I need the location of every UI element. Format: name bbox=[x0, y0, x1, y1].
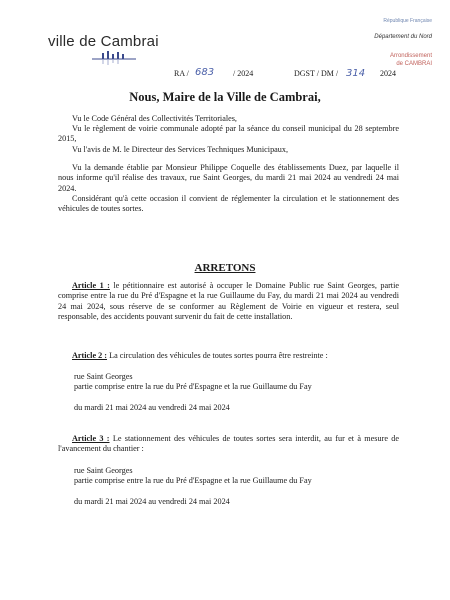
dgst-prefix: DGST / DM / bbox=[294, 69, 339, 78]
article-3-label: Article 3 : bbox=[72, 434, 110, 443]
visa-2: Vu le règlement de voirie communale adopté par la séance du conseil municipal du 28 septembre 2015, bbox=[58, 124, 399, 144]
article-2-portion: partie comprise entre la rue du Pré d'Espagne et la rue Guillaume du Fay bbox=[74, 382, 312, 391]
article-3-dates: du mardi 21 mai 2024 au vendredi 24 mai 2024 bbox=[74, 497, 230, 506]
article-3 bbox=[58, 434, 399, 455]
article-1-label: Article 1 : bbox=[72, 281, 110, 290]
article-2-label: Article 2 : bbox=[72, 351, 108, 360]
demande-paragraph: Vu la demande établie par Monsieur Philippe Coquelle des établissements Duez, par laquelle il nous informe qu'il réalise des travaux, rue Saint Georges, du mardi 21 mai 2024 au vendredi 24 mai 2024. bbox=[58, 163, 399, 193]
article-1 bbox=[58, 281, 399, 323]
republique-label: République Française bbox=[383, 18, 432, 24]
article-1-text: le pétitionnaire est autorisé à occuper le Domaine Public rue Saint Georges, partie comprise entre la rue du Pré d'Espagne et la rue Guillaume du Fay, du mardi 21 mai 2024 au vendredi 24 mai 2024, sous réserve de se conformer au Règlement de Voirie en vigueur et restera, seul responsable, des accidents pouvant survenir du fait de cette installation. bbox=[58, 281, 399, 322]
article-2-street: rue Saint Georges bbox=[74, 372, 133, 381]
dgst-year: 2024 bbox=[380, 69, 396, 78]
dgst-number: 314 bbox=[346, 68, 366, 79]
city-logo-text: ville de Cambrai bbox=[48, 33, 159, 50]
article-3-street: rue Saint Georges bbox=[74, 466, 133, 475]
page-title: Nous, Maire de la Ville de Cambrai, bbox=[129, 90, 321, 104]
arretons-heading: ARRETONS bbox=[194, 262, 256, 274]
arrondissement-line-2: de CAMBRAI bbox=[396, 61, 432, 67]
article-2-text: La circulation des véhicules de toutes sortes pourra être restreinte : bbox=[107, 351, 328, 360]
ra-prefix: RA / bbox=[174, 69, 189, 78]
considerant-paragraph: Considérant qu'à cette occasion il convient de réglementer la circulation et le stationnement des véhicules de toutes sortes. bbox=[58, 194, 399, 214]
article-3-portion: partie comprise entre la rue du Pré d'Espagne et la rue Guillaume du Fay bbox=[74, 476, 312, 485]
ra-number: 683 bbox=[195, 67, 215, 78]
article-3-text: Le stationnement des véhicules de toutes sortes sera interdit, au fur et à mesure de l'avancement du chantier : bbox=[58, 434, 399, 454]
city-skyline-logo-icon bbox=[92, 51, 136, 65]
article-2 bbox=[58, 351, 399, 361]
ra-year: / 2024 bbox=[233, 69, 254, 78]
arrondissement-label bbox=[390, 52, 432, 68]
visa-3: Vu l'avis de M. le Directeur des Services Techniques Municipaux, bbox=[72, 145, 289, 154]
article-2-dates: du mardi 21 mai 2024 au vendredi 24 mai 2024 bbox=[74, 403, 230, 412]
arrondissement-line-1: Arrondissement bbox=[389, 53, 432, 59]
departement-label: Département du Nord bbox=[374, 34, 432, 40]
visa-1: Vu le Code Général des Collectivités Territoriales, bbox=[72, 114, 237, 123]
